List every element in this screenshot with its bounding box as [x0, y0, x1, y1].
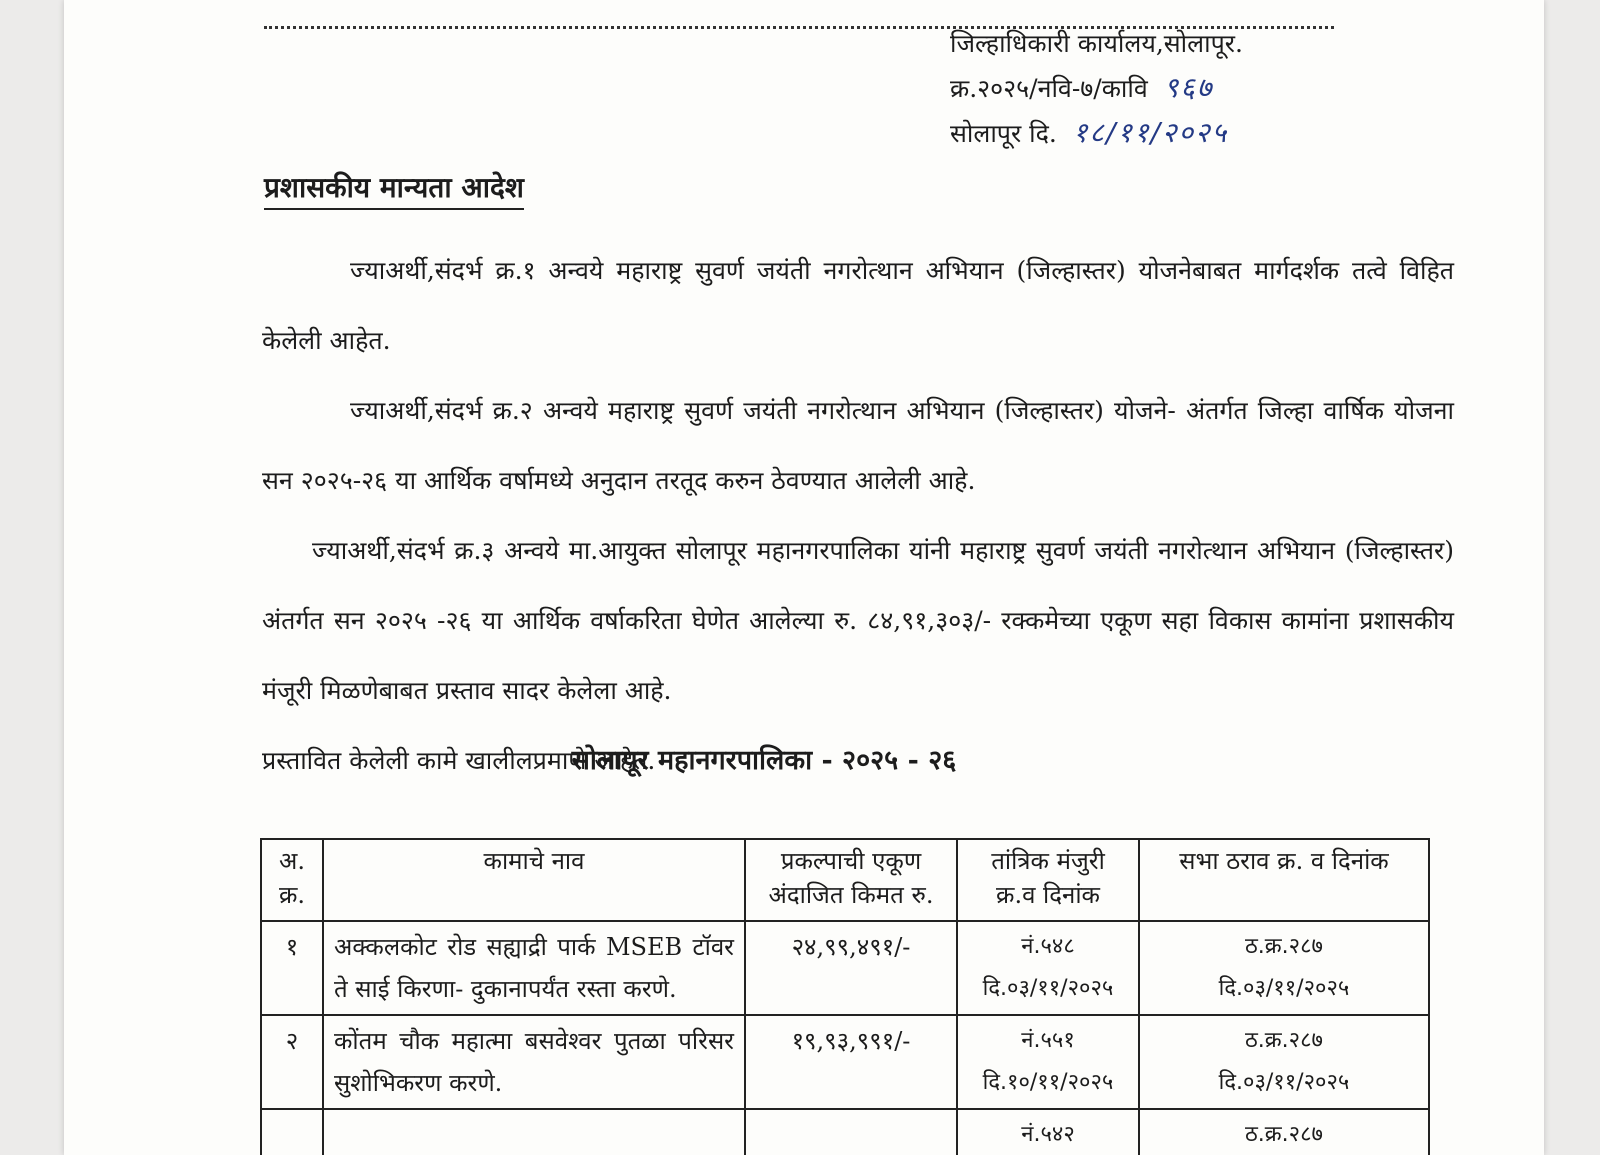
order-title: प्रशासकीय मान्यता आदेश — [264, 168, 524, 210]
header-serial-no: अ. क्र. — [261, 839, 323, 921]
reference-prefix: क्र.२०२५/नवि-७/कावि — [950, 74, 1148, 103]
table-row — [261, 1015, 1429, 1109]
table-row-partial — [261, 1109, 1429, 1155]
handwritten-reference-number: ९६७ — [1163, 71, 1214, 104]
resolution-date: दि.०३/११/२०२५ — [1218, 976, 1350, 1001]
office-header — [950, 22, 1370, 156]
header-estimated-cost: प्रकल्पाची एकूण अंदाजित किमत रु. — [745, 839, 957, 921]
table-header-row — [261, 839, 1429, 921]
resolution-number: ठ.क्र.२८७ — [1245, 1028, 1323, 1053]
paragraph-reference-3: ज्याअर्थी,संदर्भ क्र.३ अन्वये मा.आयुक्त सोलापूर महानगरपालिका यांनी महाराष्ट्र सुवर्ण जयंती नगरोत्थान अभियान (जिल्हास्तर) अंतर्गत सन २०२५ -२६ या आर्थिक वर्षाकरिता घेणेत आलेल्या रु. ८४,९१,३०३/- रक्कमेच्या एकूण सहा विकास कामांना प्रशासकीय मंजूरी मिळणेबाबत प्रस्ताव सादर केलेला आहे. — [262, 536, 1454, 705]
document-page — [64, 0, 1544, 1155]
row-serial-no: १ — [261, 921, 323, 1015]
partial-serial-no — [261, 1109, 323, 1155]
row-estimated-cost: १९,९३,९९१/- — [745, 1015, 957, 1109]
technical-sanction-date: दि.१०/११/२०२५ — [982, 1070, 1114, 1095]
technical-sanction-date: दि.०३/११/२०२५ — [982, 976, 1114, 1001]
date-line — [950, 111, 1370, 156]
row-resolution — [1139, 921, 1429, 1015]
date-prefix: सोलापूर दि. — [950, 119, 1057, 148]
row-resolution — [1139, 1015, 1429, 1109]
row-technical-sanction — [957, 1015, 1139, 1109]
partial-work-name — [323, 1109, 745, 1155]
table-row — [261, 921, 1429, 1015]
row-work-name: कोंतम चौक महात्मा बसवेश्वर पुतळा परिसर सुशोभिकरण करणे. — [323, 1015, 745, 1109]
paragraph-reference-1: ज्याअर्थी,संदर्भ क्र.१ अन्वये महाराष्ट्र सुवर्ण जयंती नगरोत्थान अभियान (जिल्हास्तर) योजनेबाबत मार्गदर्शक तत्वे विहित केलेली आहेत. — [262, 256, 1454, 355]
row-technical-sanction — [957, 921, 1139, 1015]
partial-resolution: ठ.क्र.२८७ — [1139, 1109, 1429, 1155]
reference-line — [950, 66, 1370, 111]
resolution-number: ठ.क्र.२८७ — [1245, 934, 1323, 959]
paragraph-reference-2: ज्याअर्थी,संदर्भ क्र.२ अन्वये महाराष्ट्र सुवर्ण जयंती नगरोत्थान अभियान (जिल्हास्तर) योजने- अंतर्गत जिल्हा वार्षिक योजना सन २०२५-२६ या आर्थिक वर्षामध्ये अनुदान तरतूद करुन ठेवण्यात आलेली आहे. — [262, 396, 1454, 495]
office-name: जिल्हाधिकारी कार्यालय,सोलापूर. — [950, 29, 1243, 58]
works-table — [260, 838, 1430, 1155]
technical-sanction-number: नं.५४८ — [1021, 934, 1075, 959]
header-technical-sanction: तांत्रिक मंजुरी क्र.व दिनांक — [957, 839, 1139, 921]
row-work-name: अक्कलकोट रोड सह्याद्री पार्क MSEB टॉवर ते साई किरणा- दुकानापर्यंत रस्ता करणे. — [323, 921, 745, 1015]
table-caption: सोलापूर महानगरपालिका - २०२५ - २६ — [571, 745, 957, 776]
resolution-date: दि.०३/११/२०२५ — [1218, 1070, 1350, 1095]
row-serial-no: २ — [261, 1015, 323, 1109]
header-resolution: सभा ठराव क्र. व दिनांक — [1139, 839, 1429, 921]
order-body — [262, 236, 1454, 796]
technical-sanction-number: नं.५५१ — [1021, 1028, 1075, 1053]
partial-technical-sanction: नं.५४२ — [957, 1109, 1139, 1155]
paragraph-works-intro: प्रस्तावित केलेली कामे खालीलप्रमाणे आहेत. — [262, 746, 656, 775]
header-work-name: कामाचे नाव — [323, 839, 745, 921]
handwritten-date: १८/११/२०२५ — [1072, 116, 1229, 149]
partial-cost — [745, 1109, 957, 1155]
row-estimated-cost: २४,९९,४९१/- — [745, 921, 957, 1015]
